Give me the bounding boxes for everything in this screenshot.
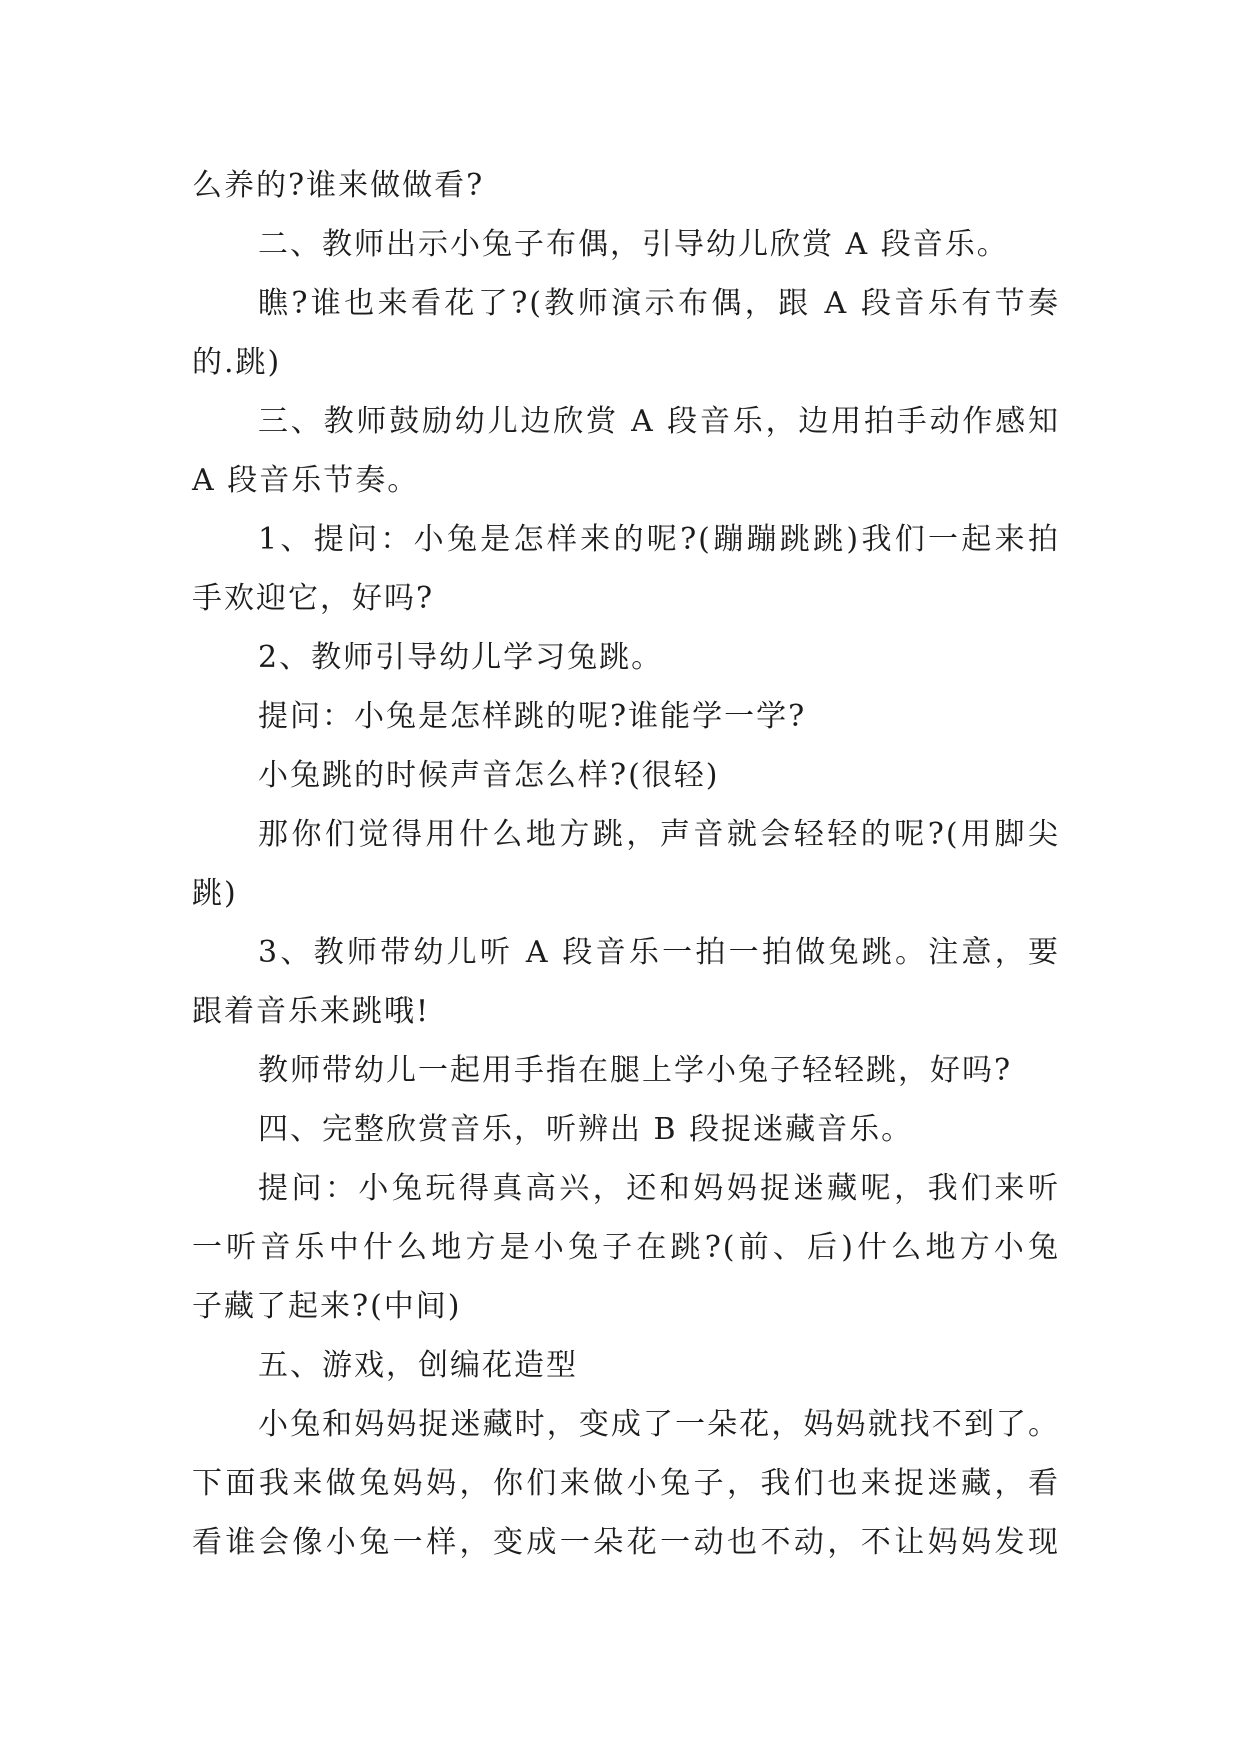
text-line: 四、完整欣赏音乐，听辨出 B 段捉迷藏音乐。 [258, 1112, 914, 1147]
text-line: 教师带幼儿一起用手指在腿上学小兔子轻轻跳，好吗? [258, 1053, 1013, 1088]
paragraph [192, 687, 1060, 746]
body-text [192, 156, 1060, 1572]
paragraph [192, 1159, 1060, 1336]
paragraph [192, 1336, 1060, 1395]
paragraph [192, 274, 1060, 392]
text-line: 小兔和妈妈捉迷藏时，变成了一朵花，妈妈就找不到了。 [258, 1407, 1060, 1442]
text-line: 下面我来做兔妈妈，你们来做小兔子，我们也来捉迷藏，看 [192, 1466, 1060, 1501]
paragraph [192, 510, 1060, 628]
paragraph [192, 215, 1060, 274]
text-line: 跟着音乐来跳哦! [192, 994, 431, 1029]
text-line: 提问：小兔是怎样跳的呢?谁能学一学? [258, 699, 807, 734]
text-line: 二、教师出示小兔子布偶，引导幼儿欣赏 A 段音乐。 [258, 227, 1009, 262]
text-line: A 段音乐节奏。 [192, 463, 420, 498]
text-line: 跳) [192, 876, 238, 911]
text-line: 2、教师引导幼儿学习兔跳。 [258, 640, 664, 675]
text-line: 3、教师带幼儿听 A 段音乐一拍一拍做兔跳。注意，要 [258, 935, 1060, 970]
text-line: 么养的?谁来做做看? [192, 168, 485, 203]
paragraph [192, 156, 1060, 215]
paragraph [192, 1100, 1060, 1159]
text-line: 看谁会像小兔一样，变成一朵花一动也不动，不让妈妈发现 [192, 1525, 1060, 1560]
text-line: 1、提问：小兔是怎样来的呢?(蹦蹦跳跳)我们一起来拍 [258, 522, 1060, 557]
text-line: 瞧?谁也来看花了?(教师演示布偶，跟 A 段音乐有节奏 [258, 286, 1060, 321]
text-line: 一听音乐中什么地方是小兔子在跳?(前、后)什么地方小兔 [192, 1230, 1060, 1265]
paragraph [192, 628, 1060, 687]
text-line: 三、教师鼓励幼儿边欣赏 A 段音乐，边用拍手动作感知 [258, 404, 1060, 439]
paragraph [192, 923, 1060, 1041]
text-line: 那你们觉得用什么地方跳，声音就会轻轻的呢?(用脚尖 [258, 817, 1060, 852]
paragraph [192, 1395, 1060, 1572]
text-line: 五、游戏，创编花造型 [258, 1348, 578, 1383]
paragraph [192, 1041, 1060, 1100]
text-line: 小兔跳的时候声音怎么样?(很轻) [258, 758, 720, 793]
paragraph [192, 392, 1060, 510]
text-line: 子藏了起来?(中间) [192, 1289, 462, 1324]
paragraph [192, 746, 1060, 805]
text-line: 的.跳) [192, 345, 282, 380]
text-line: 提问：小兔玩得真高兴，还和妈妈捉迷藏呢，我们来听 [258, 1171, 1060, 1206]
text-line: 手欢迎它，好吗? [192, 581, 435, 616]
paragraph [192, 805, 1060, 923]
